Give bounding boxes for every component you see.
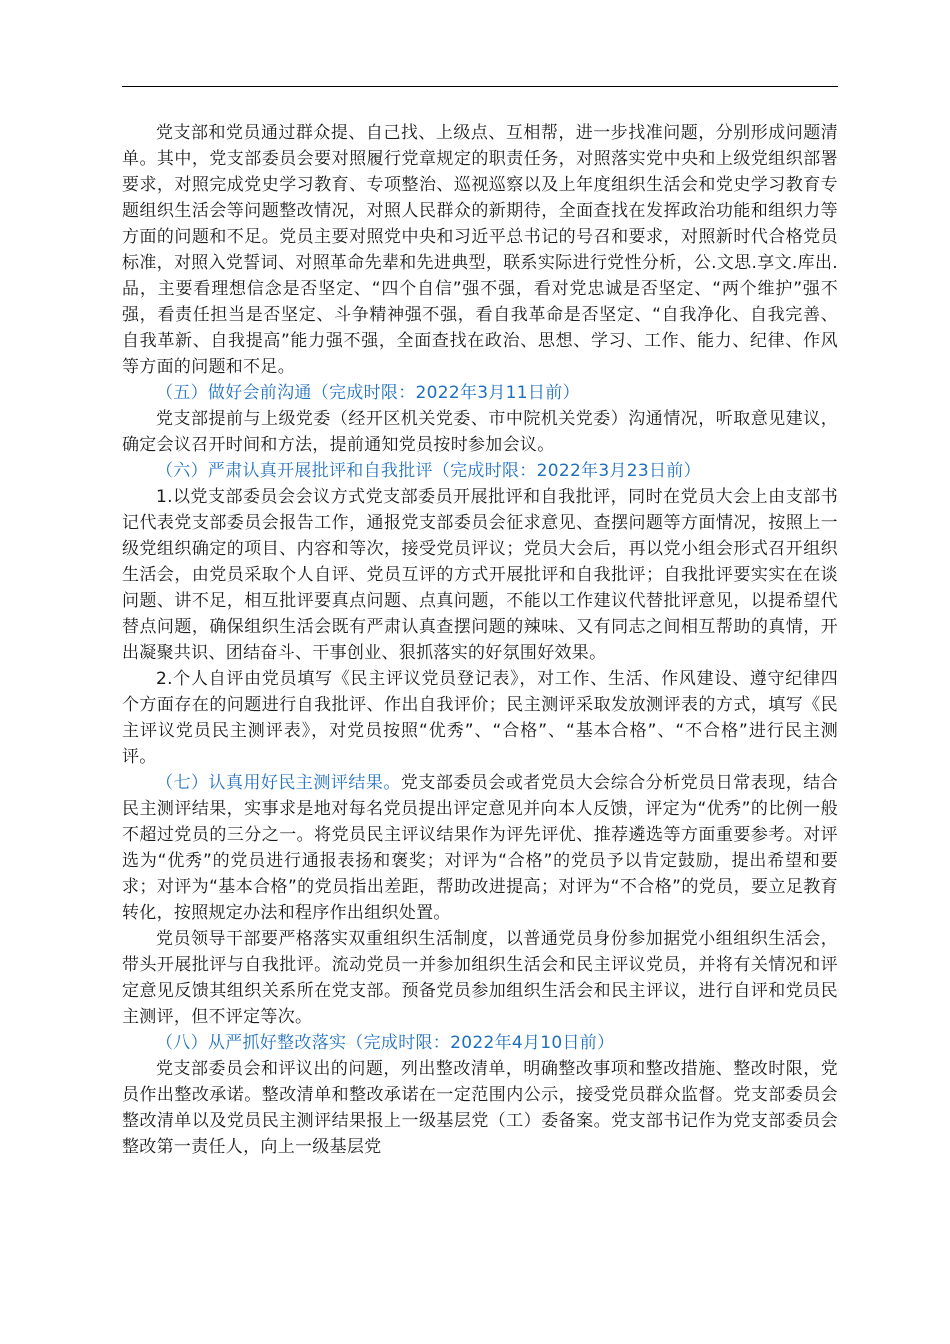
section-heading-8: （八）从严抓好整改落实（完成时限：2022年4月10日前） (156, 1033, 615, 1053)
paragraph-rectification: 党支部委员会和评议出的问题，列出整改清单，明确整改事项和整改措施、整改时限，党员作出整改承诺。整改清单和整改承诺在一定范围内公示，接受党员群众监督。党支部委员会整改清单以及党员民主测评结果报上一级基层党（工）委备案。党支部书记作为党支部委员会整改第一责任人，向上一级基层党 (122, 1059, 838, 1157)
header-rule (122, 86, 838, 87)
paragraph-leaders: 党员领导干部要严格落实双重组织生活制度，以普通党员身份参加据党小组组织生活会，带头开展批评与自我批评。流动党员一并参加组织生活会和民主评议党员，并将有关情况和评定意见反馈其组织关系所在党支部。预备党员参加组织生活会和民主评议，进行自评和党员民主测评，但不评定等次。 (122, 929, 838, 1027)
paragraph-criticism-1: 1.以党支部委员会会议方式党支部委员开展批评和自我批评，同时在党员大会上由支部书记代表党支部委员会报告工作，通报党支部委员会征求意见、查摆问题等方面情况，按照上一级党组织确定的项目、内容和等次，接受党员评议；党员大会后，再以党小组会形式召开组织生活会，由党员采取个人自评、党员互评的方式开展批评和自我批评；自我批评要实实在在谈问题、讲不足，相互批评要真点问题、点真问题，不能以工作建议代替批评意见，以提希望代替点问题，确保组织生活会既有严肃认真查摆问题的辣味、又有同志之间相互帮助的真情，开出凝聚共识、团结奋斗、干事创业、狠抓落实的好氛围好效果。 (122, 487, 838, 663)
paragraph-problem-list: 党支部和党员通过群众提、自己找、上级点、互相帮，进一步找准问题，分别形成问题清单。其中，党支部委员会要对照履行党章规定的职责任务，对照落实党中央和上级党组织部署要求，对照完成党史学习教育、专项整治、巡视巡察以及上年度组织生活会和党史学习教育专题组织生活会等问题整改情况，对照人民群众的新期待，全面查找在发挥政治功能和组织力等方面的问题和不足。党员主要对照党中央和习近平总书记的号召和要求，对照新时代合格党员标准，对照入党誓词、对照革命先辈和先进典型，联系实际进行党性分析，公.文思.享文.库出.品，主要看理想信念是否坚定、“四个自信”强不强，看对党忠诚是否坚定、“两个维护”强不强，看责任担当是否坚定、斗争精神强不强，看自我革命是否坚定、“自我净化、自我完善、自我革新、自我提高”能力强不强，全面查找在政治、思想、学习、工作、能力、纪律、作风等方面的问题和不足。 (122, 123, 838, 377)
section-heading-5: （五）做好会前沟通（完成时限：2022年3月11日前） (156, 383, 580, 403)
document-body (122, 120, 838, 1160)
section-heading-7: （七）认真用好民主测评结果。 (156, 773, 401, 793)
paragraph-evaluation-results (122, 770, 838, 926)
paragraph-evaluation-text: 党支部委员会或者党员大会综合分析党员日常表现，结合民主测评结果，实事求是地对每名党员提出评定意见并向本人反馈，评定为“优秀”的比例一般不超过党员的三分之一。将党员民主评议结果作为评先评优、推荐遴选等方面重要参考。对评选为“优秀”的党员进行通报表扬和褒奖；对评为“合格”的党员予以肯定鼓励，提出希望和要求；对评为“基本合格”的党员指出差距，帮助改进提高；对评为“不合格”的党员，要立足教育转化，按照规定办法和程序作出组织处置。 (122, 773, 838, 923)
section-heading-6: （六）严肃认真开展批评和自我批评（完成时限：2022年3月23日前） (156, 461, 701, 481)
paragraph-pre-meeting: 党支部提前与上级党委（经开区机关党委、市中院机关党委）沟通情况，听取意见建议，确定会议召开时间和方法，提前通知党员按时参加会议。 (122, 409, 838, 455)
paragraph-criticism-2: 2.个人自评由党员填写《民主评议党员登记表》，对工作、生活、作风建设、遵守纪律四个方面存在的问题进行自我批评、作出自我评价；民主测评采取发放测评表的方式，填写《民主评议党员民主测评表》，对党员按照“优秀”、“合格”、“基本合格”、“不合格”进行民主测评。 (122, 669, 838, 767)
